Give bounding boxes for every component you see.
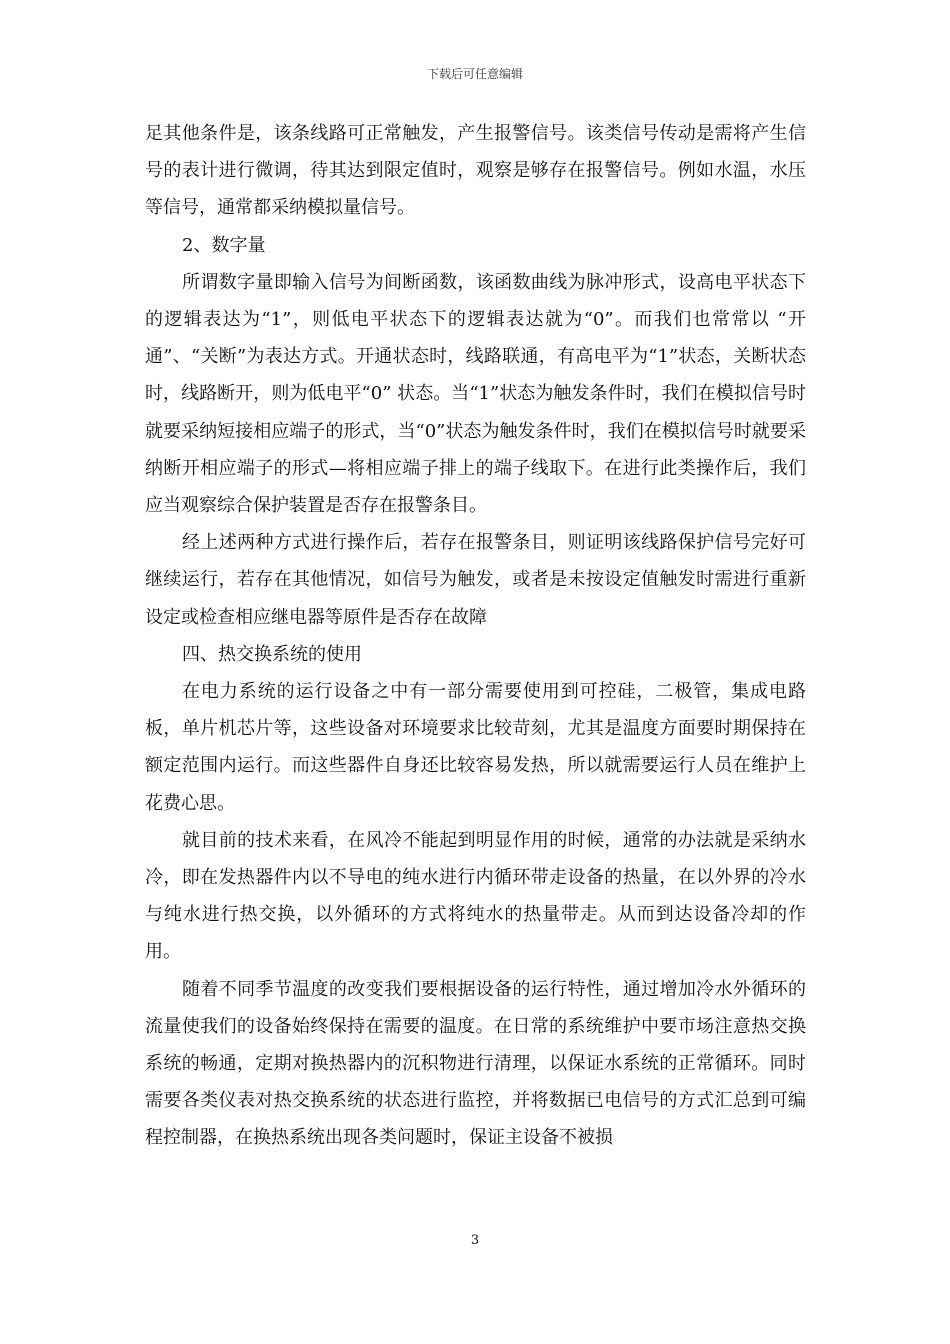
paragraph-analog-continued: 足其他条件是，该条线路可正常触发，产生报警信号。该类信号传动是需将产生信号的表计进行微调，待其达到限定值时，观察是够存在报警信号。例如水温，水压等信号，通常都采纳模拟量信号。: [145, 123, 806, 219]
heading-digital-quantity: 2、数字量: [182, 234, 266, 256]
paragraph-digital-definition: 所谓数字量即输入信号为间断函数，该函数曲线为脉冲形式，设高电平状态下的逻辑表达为“1”，则低电平状态下的逻辑表达就为“0”。而我们也常常以 “开通”、“关断”为表达方式。开通状态时，线路联通，有高电平为“1”状态，关断状态时，线路断开，则为低电平“0” 状态。当“1”状态为触发条件时，我们在模拟信号时就要采纳短接相应端子的形式，当“0”状态为触发条件时，我们在模拟信号时就要采纳断开相应端子的形式—将相应端子排上的端子线取下。在进行此类操作后，我们应当观察综合保护装置是否存在报警条目。: [145, 271, 806, 517]
paragraph-heat-devices: 在电力系统的运行设备之中有一部分需要使用到可控硅，二极管，集成电路板，单片机芯片等，这些设备对环境要求比较苛刻，尤其是温度方面要时期保持在额定范围内运行。而这些器件自身还比较容易发热，所以就需要运行人员在维护上花费心思。: [145, 681, 806, 814]
document-body: [145, 115, 806, 1157]
paragraph-operation-result: 经上述两种方式进行操作后，若存在报警条目，则证明该线路保护信号完好可继续运行，若存在其他情况，如信号为触发，或者是未按设定值触发时需进行重新设定或检查相应继电器等原件是否存在故障: [145, 532, 806, 628]
page-header: 下载后可任意编辑: [426, 67, 523, 81]
heading-heat-exchange: 四、热交换系统的使用: [182, 643, 362, 665]
paragraph-maintenance: 随着不同季节温度的改变我们要根据设备的运行特性，通过增加冷水外循环的流量使我们的设备始终保持在需要的温度。在日常的系统维护中要市场注意热交换系统的畅通，定期对换热器内的沉积物进行清理，以保证水系统的正常循环。同时需要各类仪表对热交换系统的状态进行监控，并将数据已电信号的方式汇总到可编程控制器，在换热系统出现各类问题时，保证主设备不被损: [145, 978, 806, 1149]
paragraph-water-cooling: 就目前的技术来看，在风冷不能起到明显作用的时候，通常的办法就是采纳水冷，即在发热器件内以不导电的纯水进行内循环带走设备的热量，在以外界的冷水与纯水进行热交换，以外循环的方式将纯水的热量带走。从而到达设备冷却的作用。: [145, 829, 806, 963]
page-number: 3: [470, 1233, 480, 1248]
